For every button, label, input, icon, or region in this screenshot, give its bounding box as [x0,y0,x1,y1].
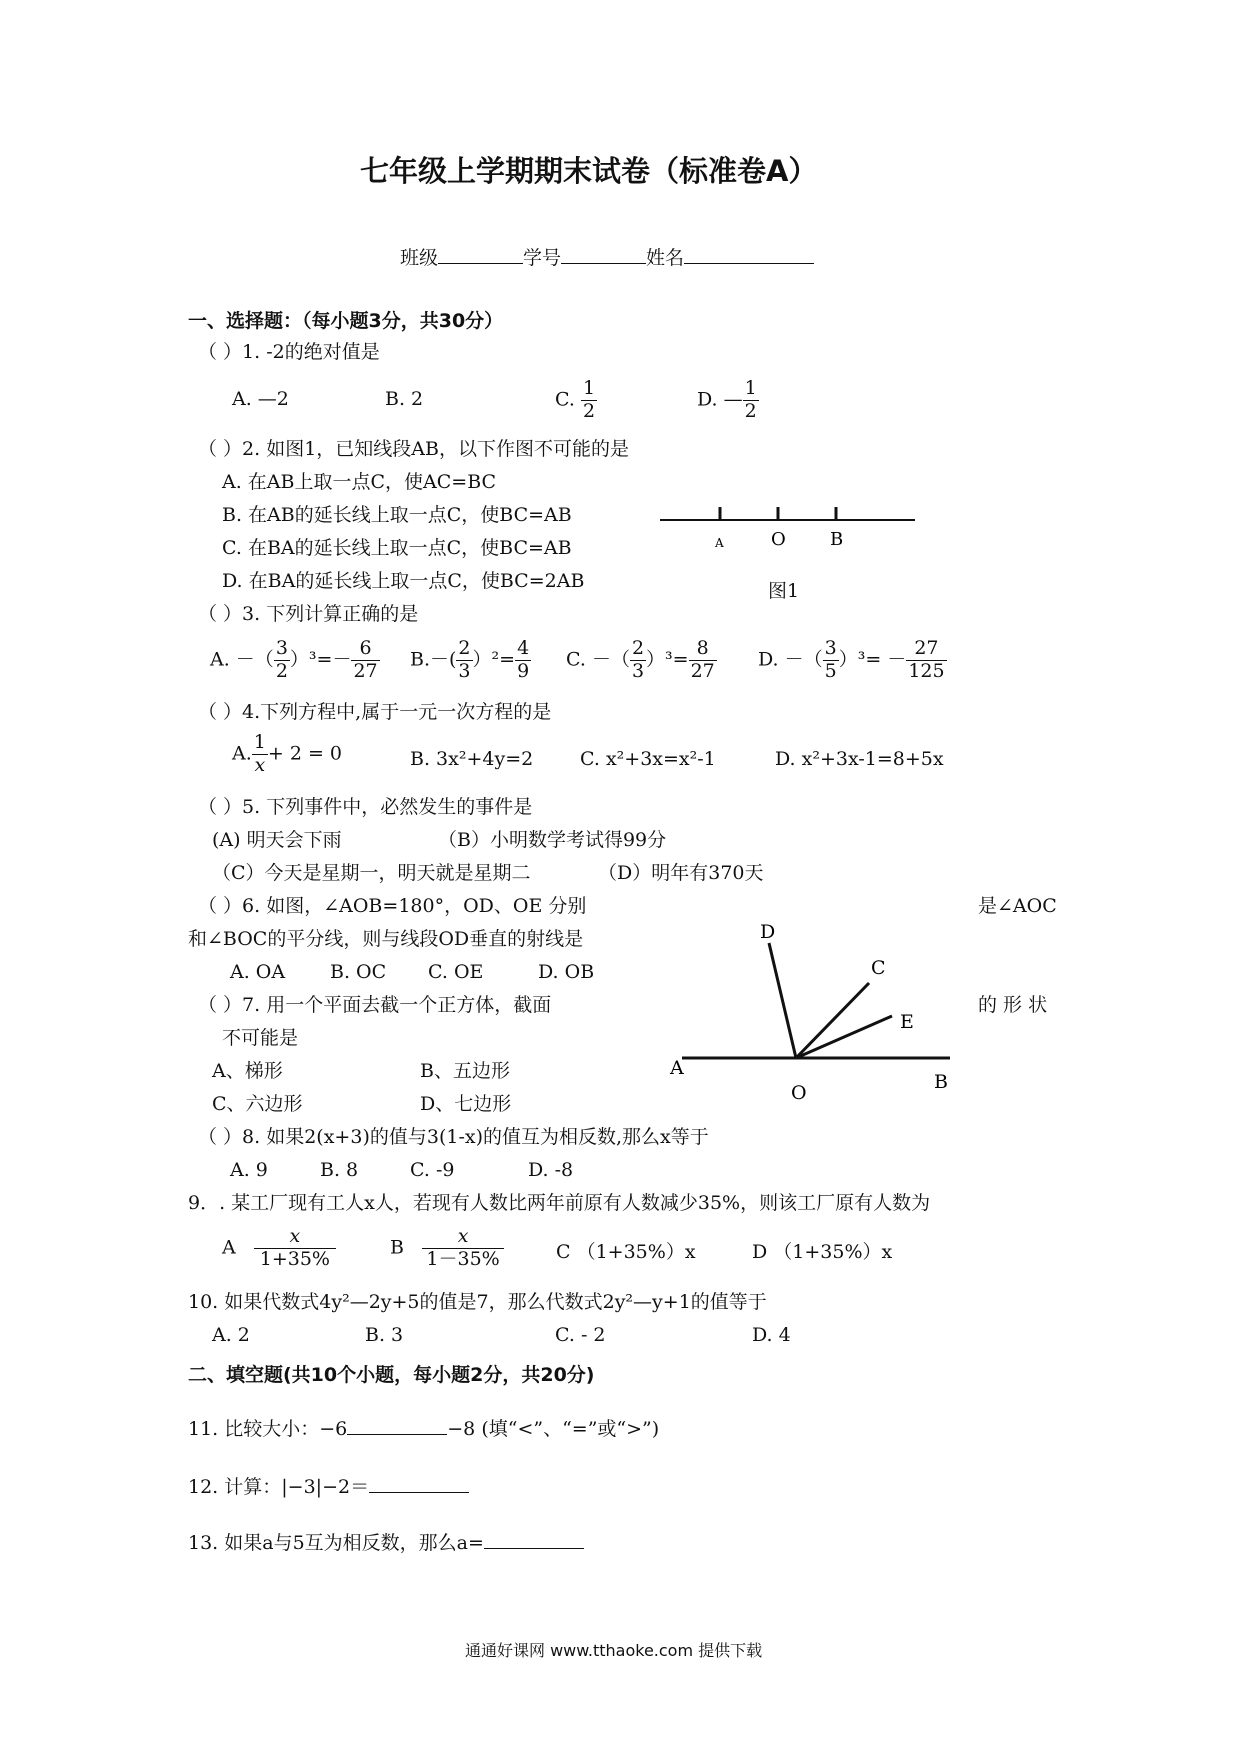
q3-b-label: B.－( [410,648,457,671]
q10-option-a: A. 2 [212,1324,250,1346]
figure-angle-diagram [660,918,960,1118]
q6-option-a: A. OA [230,961,286,983]
q9-option-b [390,1226,504,1271]
fraction [456,638,472,683]
q6-option-c: C. OE [428,961,484,983]
ray-oc [796,983,869,1058]
q3-a-rest: ）³=－ [289,648,352,671]
q3-option-a [210,638,380,683]
q6-text: 6. 如图，∠AOB=180°，OD、OE 分别 [242,895,587,917]
fraction [252,732,268,777]
fraction-denominator: 9 [517,659,530,682]
q11-answer-blank[interactable] [347,1416,447,1435]
q9-b-label: B [390,1236,404,1259]
page-title: 七年级上学期期末试卷（标准卷A） [360,154,818,188]
fraction-denominator: 27 [353,659,378,682]
q7-option-b: B、五边形 [420,1060,510,1082]
q7-stem-line2: 不可能是 [222,1027,299,1049]
q12-answer-blank[interactable] [369,1474,469,1493]
fraction-numerator: 27 [914,637,939,659]
fraction-numerator: 3 [275,637,288,659]
section2-heading: 二、填空题(共10个小题，每小题2分，共20分) [188,1364,595,1386]
q1-c-label: C. [555,388,575,411]
q7-option-a: A、梯形 [212,1060,283,1082]
q3-a-label: A. －（ [210,648,274,671]
answer-paren: （ ） [198,994,243,1016]
fraction-denominator: 27 [690,659,715,682]
q3-option-d [758,638,947,683]
q10-option-c: C. - 2 [555,1324,606,1346]
ray-od [769,943,796,1058]
q5-stem [198,798,532,817]
q2-stem [198,440,629,459]
q7-option-c: C、六边形 [212,1093,303,1115]
fraction [254,1226,336,1271]
q7-stem-right: 的 形 状 [978,994,1048,1016]
fraction-numerator: 1 [744,377,757,399]
fraction-denominator: 2 [582,399,596,422]
q3-c-rest: ）³= [646,648,689,671]
class-label: 班级 [400,247,439,269]
point-label-c: C [871,957,886,979]
q2-option-c: C. 在BA的延长线上取一点C，使BC=AB [222,537,572,559]
fraction-numerator: 4 [517,637,530,659]
q6-option-d: D. OB [538,961,595,983]
name-blank[interactable] [684,245,814,264]
point-label-a: A [670,1057,684,1079]
fraction-denominator: 1+35% [254,1248,336,1271]
fraction [743,378,759,423]
q4-a-rest: + 2 = 0 [267,742,342,765]
fraction [689,638,717,683]
q2-option-a: A. 在AB上取一点C，使AC=BC [222,471,497,493]
q9-stem: 9．. 某工厂现有工人x人，若现有人数比两年前原有人数减少35%，则该工厂原有人数为 [188,1192,931,1214]
q11-suffix: −8 (填“<”、“=”或“>”) [447,1418,660,1440]
fraction-denominator: 3 [458,659,471,682]
q5-text: 5. 下列事件中，必然发生的事件是 [242,796,533,818]
q3-option-b [410,638,531,683]
fraction-denominator: 5 [824,659,837,682]
class-blank[interactable] [438,245,523,264]
q4-a-label: A. [232,742,252,765]
q6-stem-line2: 和∠BOC的平分线，则与线段OD垂直的射线是 [188,928,584,950]
fraction-denominator: 2 [744,399,757,422]
q7-text: 7. 用一个平面去截一个正方体，截面 [242,994,552,1016]
q9-option-a [222,1226,336,1271]
answer-paren: （ ） [198,1126,243,1148]
q1-option-b: B. 2 [385,388,424,410]
q5-option-b: （B）小明数学考试得99分 [438,829,667,851]
q6-stem-right: 是∠AOC [978,895,1057,917]
fraction-denominator: 2 [275,659,288,682]
fraction-numerator: 3 [824,637,837,659]
point-label-b: B [830,529,844,550]
q13-prefix: 13. 如果a与5互为相反数，那么a= [188,1532,484,1554]
student-info-line [400,245,814,268]
answer-paren: （ ） [198,895,243,917]
q3-d-label: D. －（ [758,648,823,671]
q7-stem [198,996,551,1015]
fraction [274,638,290,683]
q11 [188,1416,659,1439]
q3-option-c [566,638,717,683]
q4-option-c: C. x²+3x=x²-1 [580,748,716,770]
fraction [630,638,646,683]
fraction-numerator: 2 [458,637,471,659]
q13 [188,1530,584,1553]
q1-option-a: A. —2 [232,388,289,410]
number-blank[interactable] [561,245,646,264]
ray-oe [796,1016,892,1058]
fraction-numerator: 6 [359,637,372,659]
q2-option-b: B. 在AB的延长线上取一点C，使BC=AB [222,504,572,526]
fraction-numerator: 1 [253,731,266,753]
fraction-denominator: 125 [908,659,945,682]
q8-option-d: D. -8 [528,1159,574,1181]
number-label: 学号 [523,247,562,269]
fraction-numerator: 1 [582,377,596,399]
q9-option-c: C （1+35%）x [556,1241,696,1263]
q3-b-rest: ）²= [472,648,516,671]
q10-option-b: B. 3 [365,1324,404,1346]
q1-option-d [697,378,759,423]
q3-c-label: C. －（ [566,648,630,671]
point-label-d: D [760,921,776,943]
q8-stem [198,1128,709,1147]
q2-option-d: D. 在BA的延长线上取一点C，使BC=2AB [222,570,585,592]
q8-option-b: B. 8 [320,1159,359,1181]
q3-d-rest: ）³= － [838,648,907,671]
q4-option-b: B. 3x²+4y=2 [410,748,534,770]
q5-option-a: (A) 明天会下雨 [212,829,342,851]
fraction [581,378,597,423]
q6-stem [198,897,586,916]
fraction [906,638,946,683]
q8-option-a: A. 9 [230,1159,268,1181]
q8-option-c: C. -9 [410,1159,455,1181]
q9-a-label: A [222,1236,236,1259]
q6-option-b: B. OC [330,961,387,983]
point-label-o: O [791,1082,807,1104]
q4-stem [198,703,551,722]
point-label-e: E [900,1011,914,1033]
fraction-numerator: 2 [631,637,645,659]
q4-text: 4.下列方程中,属于一元一次方程的是 [242,701,552,723]
q1-option-c [555,378,597,423]
q7-option-d: D、七边形 [420,1093,512,1115]
fraction [823,638,839,683]
footer-download-note: 通通好课网 www.tthaoke.com 提供下载 [465,1641,763,1660]
q1-d-label: D. — [697,388,743,411]
answer-paren: （ ） [198,796,243,818]
q5-option-c: （C）今天是星期一，明天就是星期二 [212,862,531,884]
answer-paren: （ ） [198,341,243,363]
q13-answer-blank[interactable] [484,1530,584,1549]
q12-prefix: 12. 计算：|−3|−2＝ [188,1476,370,1498]
fraction-numerator: 8 [696,637,709,659]
q1-stem [198,343,380,362]
fraction [351,638,379,683]
answer-paren: （ ） [198,701,243,723]
fraction [422,1226,504,1271]
q1-text: 1. -2的绝对值是 [242,341,380,363]
q3-stem [198,605,418,624]
fraction-denominator: 1－35% [422,1248,504,1271]
q12 [188,1474,469,1497]
q8-text: 8. 如果2(x+3)的值与3(1-x)的值互为相反数,那么x等于 [242,1126,709,1148]
fraction-denominator: x [252,754,268,777]
point-label-b: B [934,1071,948,1093]
q2-text: 2. 如图1，已知线段AB，以下作图不可能的是 [242,438,629,460]
point-label-a: A [715,536,724,550]
section1-heading: 一、选择题：（每小题3分，共30分） [188,310,504,332]
q10-option-d: D. 4 [752,1324,791,1346]
answer-paren: （ ） [198,603,243,625]
q9-option-d: D （1+35%）x [752,1241,893,1263]
q4-option-a [232,732,342,777]
answer-paren: （ ） [198,438,243,460]
name-label: 姓名 [646,247,685,269]
q11-prefix: 11. 比较大小：−6 [188,1418,348,1440]
q5-option-d: （D）明年有370天 [598,862,764,884]
point-label-o: O [771,529,786,550]
fraction-numerator: x [289,1225,301,1247]
fraction-denominator: 3 [631,659,645,682]
q10-stem: 10. 如果代数式4y²—2y+5的值是7，那么代数式2y²—y+1的值等于 [188,1291,767,1313]
q4-option-d: D. x²+3x-1=8+5x [775,748,944,770]
fraction-numerator: x [457,1225,469,1247]
q3-text: 3. 下列计算正确的是 [242,603,419,625]
figure-1-caption: 图1 [768,580,800,602]
fraction [515,638,531,683]
